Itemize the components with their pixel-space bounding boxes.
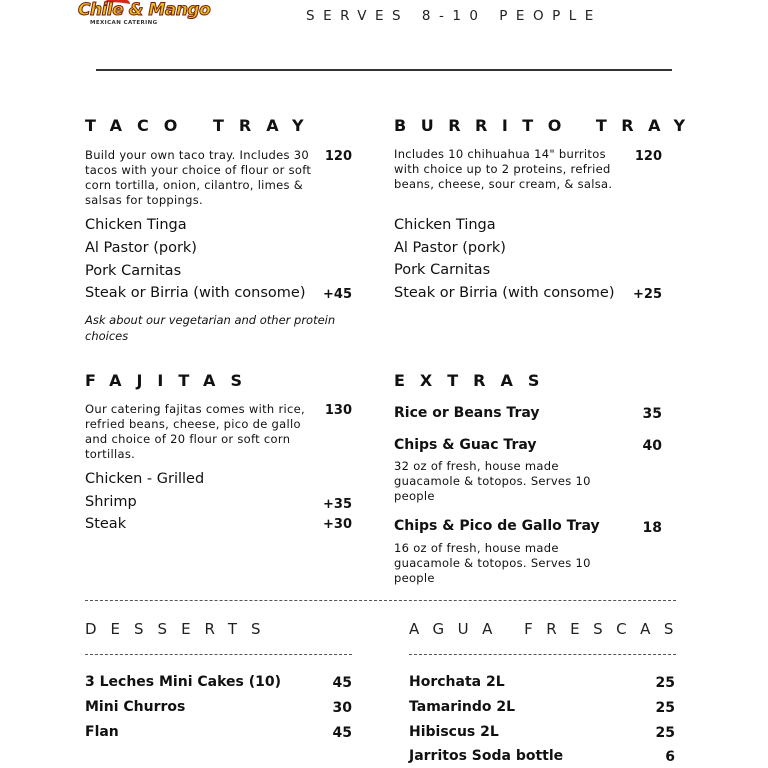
extras-item-description: 32 oz of fresh, house made guacamole & totopos. Serves 10 people [394, 459, 591, 503]
burrito-tray-price: 120 [634, 149, 662, 164]
extras-item-price: 18 [642, 520, 662, 536]
section-divider [85, 600, 676, 601]
burrito-item: Steak or Birria (with consome) [394, 285, 615, 301]
agua-item-name: Horchata 2L [409, 674, 505, 690]
agua-frescas-title: AGUA FRESCAS [409, 620, 687, 638]
taco-item: Steak or Birria (with consome) [85, 285, 306, 301]
taco-note: Ask about our vegetarian and other protein choices [85, 313, 336, 343]
header-divider [96, 69, 672, 71]
extras-item-price: 40 [642, 438, 662, 454]
fajitas-item: Steak [85, 516, 127, 532]
dessert-item-name: 3 Leches Mini Cakes (10) [85, 674, 282, 690]
agua-item-price: 6 [665, 749, 675, 765]
logo [76, 0, 211, 32]
burrito-upcharge: +25 [633, 287, 662, 302]
agua-item-price: 25 [655, 725, 675, 741]
extras-item-name: Chips & Guac Tray [394, 437, 537, 453]
extras-title: EXTRAS [394, 371, 555, 390]
serves-heading: SERVES 8-10 PEOPLE [306, 8, 602, 24]
dessert-item-price: 45 [332, 725, 352, 741]
fajitas-upcharge: +35 [323, 497, 352, 512]
agua-frescas-divider [409, 654, 676, 655]
burrito-item: Al Pastor (pork) [394, 240, 506, 256]
extras-item-description: 16 oz of fresh, house made guacamole & totopos. Serves 10 people [394, 541, 591, 585]
desserts-divider [85, 654, 352, 655]
taco-tray-price: 120 [324, 149, 352, 164]
extras-item-name: Rice or Beans Tray [394, 405, 540, 421]
taco-item: Pork Carnitas [85, 263, 182, 279]
fajitas-item: Shrimp [85, 494, 137, 510]
taco-tray-description: Build your own taco tray. Includes 30 tacos with your choice of flour or soft corn tortilla, onion, cilantro, limes & salsas for toppings. [85, 148, 312, 207]
fajitas-description: Our catering fajitas comes with rice, refried beans, cheese, pico de gallo and choice of 20 flour or soft corn tortillas. [85, 402, 305, 461]
agua-item-name: Hibiscus 2L [409, 724, 499, 740]
dessert-item-price: 30 [332, 700, 352, 716]
agua-item-name: Jarritos Soda bottle [409, 748, 564, 764]
fajitas-price: 130 [324, 403, 352, 418]
agua-item-name: Tamarindo 2L [409, 699, 516, 715]
desserts-title: DESSERTS [85, 620, 275, 638]
burrito-tray-title: BURRITO TRAY [394, 116, 700, 135]
agua-item-price: 25 [655, 700, 675, 716]
burrito-tray-description: Includes 10 chihuahua 14" burritos with choice up to 2 proteins, refried beans, cheese, sour cream, & salsa. [394, 147, 613, 191]
dessert-item-name: Mini Churros [85, 699, 186, 715]
burrito-item: Chicken Tinga [394, 217, 496, 233]
agua-item-price: 25 [655, 675, 675, 691]
extras-item-name: Chips & Pico de Gallo Tray [394, 518, 600, 534]
taco-item: Al Pastor (pork) [85, 240, 197, 256]
fajitas-item: Chicken - Grilled [85, 471, 205, 487]
dessert-item-name: Flan [85, 724, 119, 740]
logo-wordmark: Chile & Mango [78, 0, 211, 20]
burrito-item: Pork Carnitas [394, 262, 491, 278]
taco-tray-title: TACO TRAY [85, 116, 319, 135]
fajitas-title: FAJITAS [85, 371, 257, 390]
taco-upcharge: +45 [323, 287, 352, 302]
logo-tagline: MEXICAN CATERING [90, 20, 158, 26]
dessert-item-price: 45 [332, 675, 352, 691]
fajitas-upcharge: +30 [323, 517, 352, 532]
extras-item-price: 35 [642, 406, 662, 422]
taco-item: Chicken Tinga [85, 217, 187, 233]
